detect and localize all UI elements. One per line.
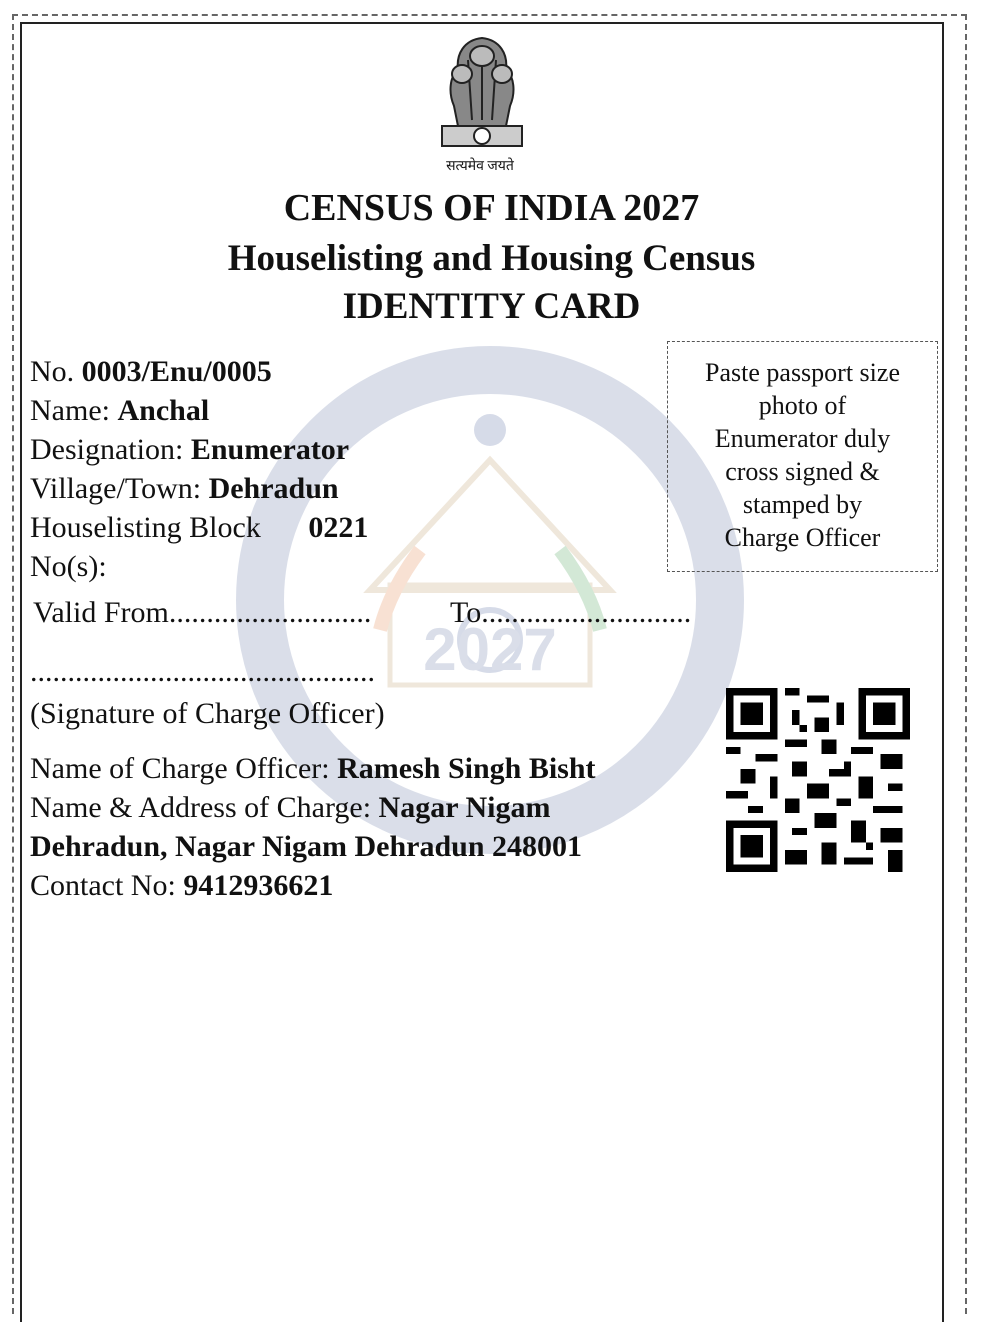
contact-value: 9412936621 [183, 869, 334, 902]
photo-line-3: Enumerator duly [714, 424, 891, 453]
photo-line-1: Paste passport size [705, 358, 900, 387]
number-label: No. [30, 355, 75, 388]
watermark-year: 2027 [423, 616, 557, 683]
village-label: Village/Town: [30, 472, 202, 505]
photo-line-5: stamped by [742, 490, 863, 519]
address-value-1: Nagar Nigam [378, 791, 551, 824]
card-subtitle: Houselisting and Housing Census [227, 238, 756, 279]
officer-label: Name of Charge Officer: [30, 752, 330, 785]
qr-code-icon[interactable] [726, 688, 910, 872]
photo-placeholder [667, 341, 938, 572]
field-address-cont [30, 830, 582, 864]
field-number [30, 355, 272, 389]
photo-line-4: cross signed & [725, 457, 880, 486]
address-label: Name & Address of Charge: [30, 791, 372, 824]
village-value: Dehradun [208, 472, 339, 505]
designation-label: Designation: [30, 433, 184, 466]
photo-line-2: photo of [758, 391, 847, 420]
field-contact [30, 869, 333, 903]
name-value: Anchal [117, 394, 210, 427]
name-label: Name: [30, 394, 110, 427]
designation-value: Enumerator [190, 433, 350, 466]
field-address [30, 791, 550, 825]
address-value-2: Dehradun, Nagar Nigam Dehradun 248001 [30, 830, 582, 863]
photo-line-6: Charge Officer [724, 523, 881, 552]
field-village [30, 472, 339, 506]
number-value: 0003/Enu/0005 [81, 355, 272, 388]
state-emblem-icon [428, 30, 536, 160]
field-officer [30, 752, 596, 786]
valid-from: Valid From........................... [33, 596, 372, 629]
block-value: 0221 [308, 511, 369, 544]
signature-line: .............................................. [30, 655, 375, 688]
field-name [30, 394, 209, 428]
block-label-cont: No(s): [30, 550, 107, 583]
emblem-motto: सत्यमेव जयते [446, 159, 514, 174]
card-title: CENSUS OF INDIA 2027 [283, 187, 700, 229]
contact-label: Contact No: [30, 869, 176, 902]
card-type: IDENTITY CARD [342, 286, 641, 327]
signature-caption: (Signature of Charge Officer) [30, 697, 385, 730]
block-label: Houselisting Block [30, 511, 261, 544]
valid-to: To............................ [450, 596, 692, 629]
field-block [30, 511, 368, 545]
field-designation [30, 433, 349, 467]
officer-value: Ramesh Singh Bisht [337, 752, 596, 785]
